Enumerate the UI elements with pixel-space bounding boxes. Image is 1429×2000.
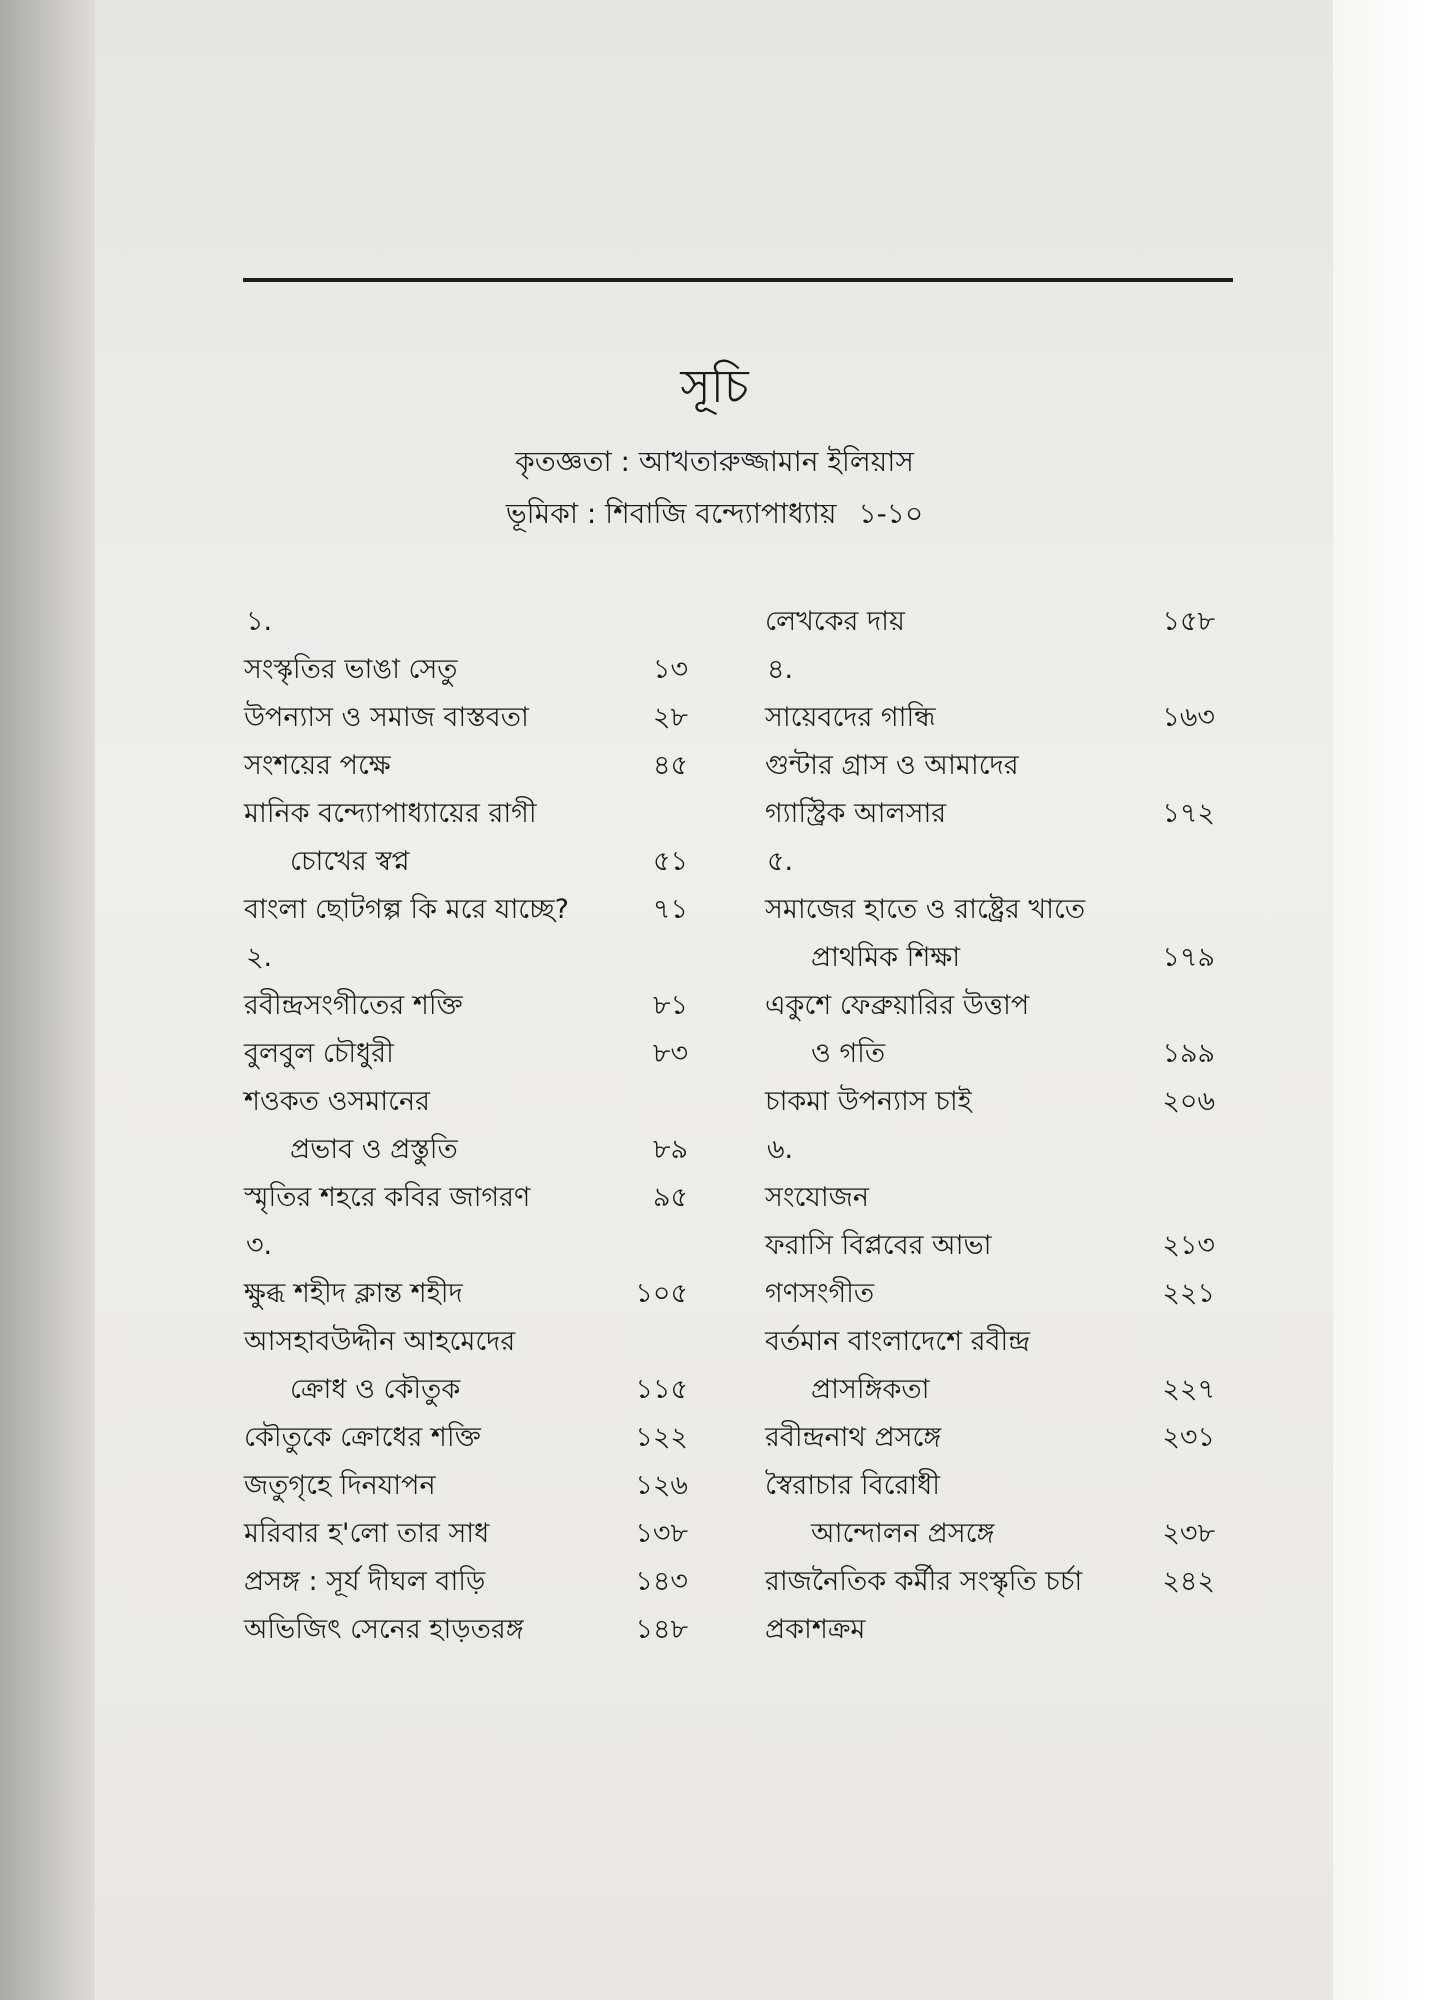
- toc-entry: [765, 1318, 1215, 1366]
- toc-entry-title: প্রভাব ও প্রস্তুতি: [290, 1134, 458, 1165]
- toc-entry-page: ৮৯: [652, 1134, 688, 1165]
- toc-entry-page: ৫১: [652, 846, 688, 877]
- acknowledgement-line: [0, 440, 1429, 487]
- header-rule: [243, 278, 1233, 282]
- toc-entry-title: ৬.: [767, 1134, 794, 1165]
- toc-entry: [765, 886, 1215, 934]
- toc-entry: [244, 886, 688, 934]
- toc-entry-page: ২৩৮: [1162, 1518, 1215, 1549]
- toc-entry: [765, 790, 1215, 838]
- toc-entry: [244, 1558, 688, 1606]
- toc-entry: [244, 646, 688, 694]
- toc-entry-page: ২৪২: [1162, 1566, 1215, 1597]
- toc-entry: [244, 1174, 688, 1222]
- toc-entry-page: ১০৫: [635, 1278, 688, 1309]
- toc-entry-title: প্রসঙ্গ : সূর্য দীঘল বাড়ি: [244, 1566, 486, 1597]
- toc-entry-page: ২৮: [652, 702, 688, 733]
- toc-entry-title: আসহাবউদ্দীন আহমেদের: [244, 1326, 516, 1357]
- toc-entry-title: মানিক বন্দ্যোপাধ্যায়ের রাগী: [244, 798, 537, 829]
- toc-entry: [765, 1174, 1215, 1222]
- toc-entry: [244, 1030, 688, 1078]
- toc-entry-title: লেখকের দায়: [765, 606, 905, 637]
- toc-entry-title: ৫.: [767, 846, 794, 877]
- toc-entry-page: ২০৬: [1162, 1086, 1215, 1117]
- toc-entry-title: স্মৃতির শহরে কবির জাগরণ: [244, 1182, 531, 1213]
- toc-section-number: [244, 934, 688, 982]
- toc-entry-page: ১৩৮: [635, 1518, 688, 1549]
- toc-entry-title: কৌতুকে ক্রোধের শক্তি: [244, 1422, 481, 1453]
- toc-entry-page: ৮৩: [652, 1038, 688, 1069]
- toc-entry: [244, 790, 688, 838]
- toc-entry-title: প্রকাশক্রম: [765, 1614, 866, 1645]
- toc-entry-page: ১৩: [652, 654, 688, 685]
- toc-entry: [244, 1606, 688, 1654]
- scan-left-edge: [0, 0, 95, 2000]
- toc-entry: [765, 1078, 1215, 1126]
- toc-entry-title: বুলবুল চৌধুরী: [244, 1038, 394, 1069]
- toc-entry-title: শওকত ওসমানের: [244, 1086, 430, 1117]
- foreword-text: ভূমিকা : শিবাজি বন্দ্যোপাধ্যায়: [505, 497, 837, 530]
- toc-entry-title: স্বৈরাচার বিরোধী: [765, 1470, 941, 1501]
- toc-entry-page: ১৭২: [1162, 798, 1215, 829]
- toc-entry: [765, 742, 1215, 790]
- toc-section-number: [244, 598, 688, 646]
- toc-entry-title: গ্যাস্ট্রিক আলসার: [765, 798, 947, 829]
- toc-entry-title: একুশে ফেব্রুয়ারির উত্তাপ: [765, 990, 1030, 1021]
- toc-entry-title: ৩.: [246, 1230, 273, 1261]
- toc-entry-title: ক্ষুব্ধ শহীদ ক্লান্ত শহীদ: [244, 1278, 463, 1309]
- toc-entry-title: রাজনৈতিক কর্মীর সংস্কৃতি চর্চা: [765, 1566, 1083, 1597]
- toc-section-number: [765, 646, 1215, 694]
- toc-entry-page: ৮১: [652, 990, 688, 1021]
- toc-entry-page: ২৩১: [1162, 1422, 1215, 1453]
- toc-entry-page: ১৬৩: [1162, 702, 1215, 733]
- toc-entry-title: মরিবার হ'লো তার সাধ: [244, 1518, 490, 1549]
- toc-entry-title: প্রাসঙ্গিকতা: [811, 1374, 930, 1405]
- foreword-line: [0, 492, 1429, 539]
- toc-entry: [765, 1366, 1215, 1414]
- toc-entry-page: ১২৬: [635, 1470, 688, 1501]
- toc-entry-title: প্রাথমিক শিক্ষা: [811, 942, 961, 973]
- toc-entry: [244, 1414, 688, 1462]
- toc-entry: [765, 1030, 1215, 1078]
- toc-entry-title: সমাজের হাতে ও রাষ্ট্রের খাতে: [765, 894, 1086, 925]
- toc-entry-page: ২১৩: [1162, 1230, 1215, 1261]
- toc-entry-title: সায়েবদের গান্ধি: [765, 702, 936, 733]
- toc-entry: [765, 1510, 1215, 1558]
- toc-entry-title: আন্দোলন প্রসঙ্গে: [811, 1518, 995, 1549]
- toc-section-number: [765, 1126, 1215, 1174]
- toc-entry-title: সংযোজন: [765, 1182, 869, 1213]
- toc-entry-page: ২২৭: [1162, 1374, 1215, 1405]
- toc-entry-page: ১৪৮: [635, 1614, 688, 1645]
- toc-entry: [244, 694, 688, 742]
- toc-entry-title: বাংলা ছোটগল্প কি মরে যাচ্ছে?: [244, 894, 570, 925]
- toc-entry-title: চোখের স্বপ্ন: [290, 846, 410, 877]
- toc-entry-title: সংস্কৃতির ভাঙা সেতু: [244, 654, 458, 685]
- toc-entry: [244, 1126, 688, 1174]
- toc-entry: [765, 1222, 1215, 1270]
- toc-entry: [244, 1366, 688, 1414]
- toc-entry: [244, 982, 688, 1030]
- toc-entry-title: ১.: [246, 606, 273, 637]
- toc-entry-title: উপন্যাস ও সমাজ বাস্তবতা: [244, 702, 529, 733]
- toc-entry: [765, 1414, 1215, 1462]
- toc-entry-title: চাকমা উপন্যাস চাই: [765, 1086, 972, 1117]
- toc-entry-page: ৭১: [652, 894, 688, 925]
- foreword-pages: ১-১০: [858, 497, 924, 530]
- scan-right-margin: [1333, 0, 1429, 2000]
- toc-entry: [244, 742, 688, 790]
- page-title: সূচি: [680, 359, 749, 413]
- toc-entry-page: ১৪৩: [635, 1566, 688, 1597]
- toc-entry: [765, 982, 1215, 1030]
- toc-entry-title: জতুগৃহে দিনযাপন: [244, 1470, 436, 1501]
- toc-entry: [765, 1270, 1215, 1318]
- toc-entry-title: সংশয়ের পক্ষে: [244, 750, 391, 781]
- toc-entry: [765, 1558, 1215, 1606]
- toc-entry-title: অভিজিৎ সেনের হাড়তরঙ্গ: [244, 1614, 524, 1645]
- toc-entry-title: ২.: [246, 942, 273, 973]
- toc-entry-title: ৪.: [767, 654, 794, 685]
- toc-entry: [244, 1462, 688, 1510]
- toc-entry-title: বর্তমান বাংলাদেশে রবীন্দ্র: [765, 1326, 1031, 1357]
- toc-entry: [765, 598, 1215, 646]
- toc-entry-title: রবীন্দ্রসংগীতের শক্তি: [244, 990, 463, 1021]
- toc-entry: [244, 1318, 688, 1366]
- toc-left-column: [244, 598, 688, 1654]
- toc-entry-page: ১২২: [635, 1422, 688, 1453]
- toc-entry: [765, 1462, 1215, 1510]
- toc-entry-page: ১১৫: [635, 1374, 688, 1405]
- toc-entry: [244, 1078, 688, 1126]
- toc-entry: [244, 1270, 688, 1318]
- toc-entry-title: ক্রোধ ও কৌতুক: [290, 1374, 461, 1405]
- toc-entry: [244, 838, 688, 886]
- toc-entry-title: ও গতি: [811, 1038, 886, 1069]
- toc-entry: [765, 1606, 1215, 1654]
- toc-entry-title: ফরাসি বিপ্লবের আভা: [765, 1230, 992, 1261]
- toc-entry-page: ৪৫: [652, 750, 688, 781]
- toc-entry-title: গুন্টার গ্রাস ও আমাদের: [765, 750, 1019, 781]
- toc-entry: [765, 694, 1215, 742]
- toc-entry-page: ৯৫: [652, 1182, 688, 1213]
- toc-entry: [765, 934, 1215, 982]
- toc-section-number: [765, 838, 1215, 886]
- toc-entry-page: ১৫৮: [1162, 606, 1215, 637]
- acknowledgement-text: কৃতজ্ঞতা : আখতারুজ্জামান ইলিয়াস: [515, 445, 914, 478]
- toc-entry: [244, 1510, 688, 1558]
- toc-entry-page: ১৭৯: [1162, 942, 1215, 973]
- toc-entry-title: রবীন্দ্রনাথ প্রসঙ্গে: [765, 1422, 942, 1453]
- toc-entry-page: ১৯৯: [1162, 1038, 1215, 1069]
- toc-entry-title: গণসংগীত: [765, 1278, 875, 1309]
- toc-right-column: [765, 598, 1215, 1654]
- toc-entry-page: ২২১: [1162, 1278, 1215, 1309]
- toc-section-number: [244, 1222, 688, 1270]
